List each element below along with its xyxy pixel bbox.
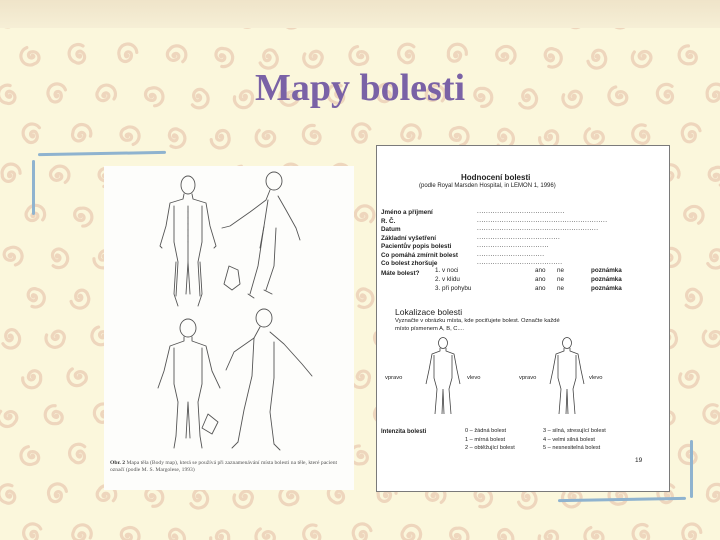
form-field-dots: ....................................... <box>477 208 565 215</box>
pain-question: Máte bolest? <box>381 270 420 277</box>
pain-assessment-form <box>376 145 670 492</box>
localization-instruction-2: místo písmenem A, B, C.... <box>395 326 464 332</box>
pain-answer-yes: ano <box>535 267 546 274</box>
form-field-label: Základní vyšetření <box>381 234 436 242</box>
body-map-figure <box>104 166 354 490</box>
swirl-shape <box>17 444 41 468</box>
swirl-shape <box>44 480 68 504</box>
swirl-shape <box>69 45 84 64</box>
intensity-item: 1 – mírná bolest <box>465 436 506 443</box>
pain-situation: 1. v noci <box>435 267 459 274</box>
pain-situation: 3. při pohybu <box>435 285 472 292</box>
swirl-shape <box>72 204 95 228</box>
front-view-figure <box>158 319 220 448</box>
swirl-shape <box>448 524 471 540</box>
swirl-shape <box>42 404 64 428</box>
swirl-shape <box>214 45 235 68</box>
form-field-dots: ..................................... <box>477 233 561 241</box>
swirl-shape <box>72 524 92 540</box>
back-right-label: vpravo <box>519 375 537 381</box>
side-view-figure <box>222 172 300 298</box>
swirl-shape <box>26 205 46 222</box>
swirl-shape <box>401 124 421 141</box>
intensity-label: Intenzita bolesti <box>381 429 427 435</box>
pain-answer-yes: ano <box>535 276 546 283</box>
swirl-shape <box>68 443 86 464</box>
form-field-dots: ................................ <box>477 242 549 249</box>
swirl-shape <box>684 288 703 309</box>
figure-caption <box>110 460 348 474</box>
swirl-shape <box>65 367 88 389</box>
swirl-shape <box>349 520 373 540</box>
form-field-label: Pacientův popis bolesti <box>381 243 452 250</box>
back-view-figure <box>160 176 216 306</box>
swirl-shape <box>544 47 562 68</box>
swirl-shape <box>169 129 184 148</box>
body-map-drawing <box>104 166 354 456</box>
swirl-shape <box>49 163 72 184</box>
intensity-item: 0 – žádná bolest <box>465 428 507 434</box>
swirl-shape <box>678 120 702 144</box>
pain-answer-yes: ano <box>535 285 546 292</box>
swirl-shape <box>1 328 23 351</box>
swirl-shape <box>402 525 422 540</box>
form-field-label: R. Č. <box>381 217 396 225</box>
swirl-shape <box>21 369 45 391</box>
pain-answer-no: ne <box>557 276 565 283</box>
frame-left-line <box>32 160 35 215</box>
intensity-item: 2 – obtěžující bolest <box>465 445 515 451</box>
swirl-shape <box>233 490 254 509</box>
swirl-shape <box>189 488 211 511</box>
intensity-item: 4 – velmi silná bolest <box>543 436 595 443</box>
pain-answer-no: ne <box>557 267 565 274</box>
localization-instruction-1: Vyznačte v obrázku místa, kde pociťujete bolest. Označte každé <box>395 318 560 324</box>
form-subtitle: (podle Royal Marsden Hospital, in LEMON 1, 1996) <box>419 183 556 189</box>
swirl-shape <box>495 528 516 540</box>
oblique-view-figure <box>226 309 312 450</box>
swirl-shape <box>538 530 560 540</box>
swirl-shape <box>51 249 68 269</box>
form-title: Hodnocení bolesti <box>461 173 531 182</box>
swirl-shape <box>0 484 15 504</box>
swirl-shape <box>495 43 519 65</box>
swirl-shape <box>397 43 416 64</box>
back-left-label: vlevo <box>589 375 603 381</box>
swirl-shape <box>27 287 46 308</box>
swirl-shape <box>349 121 372 145</box>
caption-label: Obr. 2 <box>110 460 126 466</box>
form-field-label: Jméno a příjmení <box>381 209 433 216</box>
frame-right-line <box>690 440 693 498</box>
pain-note: poznámka <box>591 276 622 283</box>
swirl-shape <box>703 404 720 424</box>
swirl-shape <box>119 123 143 147</box>
front-left-label: vlevo <box>467 375 481 381</box>
swirl-shape <box>357 289 372 308</box>
swirl-shape <box>677 444 698 467</box>
pain-note: poznámka <box>591 285 622 292</box>
swirl-shape <box>679 520 703 540</box>
swirl-shape <box>676 44 699 68</box>
swirl-shape <box>20 121 41 144</box>
swirl-shape <box>70 122 92 142</box>
swirl-shape <box>704 482 720 503</box>
slide-title: Mapy bolesti <box>254 67 466 109</box>
swirl-shape <box>167 528 185 540</box>
swirl-shape <box>706 248 720 272</box>
page-number: 19 <box>635 457 643 464</box>
swirl-shape <box>707 163 720 187</box>
swirl-shape <box>0 409 18 427</box>
swirl-shape <box>166 44 188 64</box>
pain-situation: 2. v klidu <box>435 276 460 283</box>
form-field-dots: ...................................................... <box>477 225 599 232</box>
swirl-shape <box>448 123 472 147</box>
swirl-shape <box>346 44 370 68</box>
pain-note: poznámka <box>591 267 622 274</box>
pain-answer-no: ne <box>557 285 565 292</box>
swirl-shape <box>581 525 605 540</box>
back-body-outline <box>550 338 584 415</box>
swirl-shape <box>254 128 276 148</box>
swirl-shape <box>2 243 26 267</box>
swirl-shape <box>631 124 649 145</box>
front-body-outline <box>426 338 460 415</box>
form-field-dots: ...................................... <box>477 259 563 266</box>
localization-title: Lokalizace bolesti <box>395 307 463 317</box>
form-field-label: Datum <box>381 226 401 233</box>
form-field-label: Co bolest zhoršuje <box>381 260 438 267</box>
swirl-shape <box>683 203 707 225</box>
swirl-shape <box>20 521 43 540</box>
intensity-item: 5 – nesnesitelná bolest <box>543 445 601 451</box>
swirl-shape <box>679 371 699 388</box>
top-decorative-band <box>0 0 720 28</box>
swirl-shape <box>115 40 139 64</box>
caption-text: Mapa těla (Body map), která se používá při zaznamenávání místa bolesti na těle, které pacient označí (podle M. S. Margolese, 1993) <box>110 460 338 473</box>
swirl-shape <box>119 523 143 540</box>
form-field-dots: .......................................................... <box>477 216 608 224</box>
swirl-shape <box>631 50 651 67</box>
form-field-label: Co pomáhá zmírnit bolest <box>381 251 458 259</box>
swirl-shape <box>45 330 66 349</box>
swirl-shape <box>301 124 322 147</box>
swirl-shape <box>354 204 376 224</box>
swirl-shape <box>253 527 276 540</box>
swirl-shape <box>69 288 93 312</box>
swirl-shape <box>0 161 22 184</box>
swirl-shape <box>209 529 233 540</box>
swirl-shape <box>445 41 468 63</box>
intensity-item: 3 – silná, stresující bolest <box>543 428 606 434</box>
swirl-shape <box>209 128 233 152</box>
front-right-label: vpravo <box>385 375 403 381</box>
swirl-shape <box>633 525 648 540</box>
form-field-dots: .............................. <box>477 250 545 258</box>
swirl-shape <box>702 329 720 348</box>
swirl-shape <box>302 524 321 540</box>
